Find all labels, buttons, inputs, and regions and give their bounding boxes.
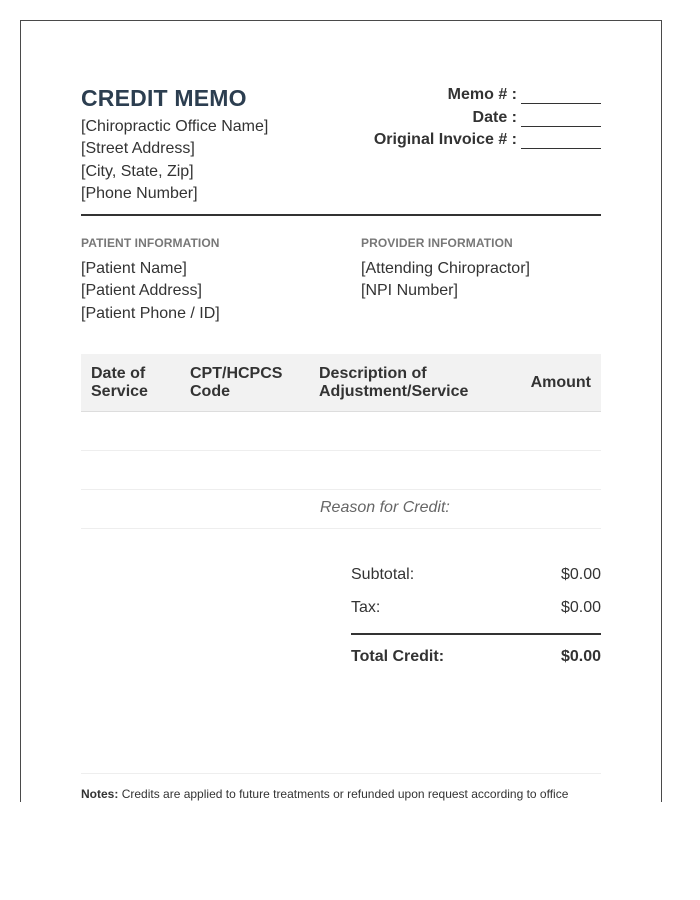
patient-name: [Patient Name] bbox=[81, 260, 187, 277]
totals-divider bbox=[351, 633, 601, 635]
column-header-description bbox=[319, 365, 468, 401]
subtotal-label: Subtotal: bbox=[351, 566, 415, 583]
credit-memo-page bbox=[20, 20, 662, 802]
patient-phone-id: [Patient Phone / ID] bbox=[81, 304, 220, 322]
reason-for-credit-label: Reason for Credit: bbox=[320, 499, 450, 516]
office-name: [Chiropractic Office Name] bbox=[81, 118, 269, 135]
patient-address: [Patient Address] bbox=[81, 282, 202, 300]
subtotal-value: $0.00 bbox=[560, 566, 601, 583]
memo-meta-block bbox=[374, 82, 601, 149]
column-header-description-line1: Description of bbox=[319, 365, 427, 382]
memo-title: CREDIT MEMO bbox=[81, 85, 247, 111]
table-row-divider bbox=[81, 528, 601, 529]
office-city: [City, State, Zip] bbox=[81, 162, 194, 180]
memo-number-field[interactable] bbox=[521, 87, 601, 104]
memo-number-row bbox=[374, 82, 601, 104]
tax-value: $0.00 bbox=[560, 599, 601, 616]
column-header-date-line2: Service bbox=[91, 383, 148, 400]
provider-info-heading: PROVIDER INFORMATION bbox=[361, 236, 513, 250]
npi-number: [NPI Number] bbox=[361, 282, 458, 300]
patient-info-heading: PATIENT INFORMATION bbox=[81, 236, 220, 250]
column-header-description-line2: Adjustment/Service bbox=[319, 383, 469, 400]
tax-label: Tax: bbox=[351, 599, 381, 616]
total-credit-label: Total Credit: bbox=[351, 648, 445, 665]
office-phone: [Phone Number] bbox=[81, 184, 198, 202]
total-credit-value: $0.00 bbox=[560, 648, 601, 665]
original-invoice-row bbox=[374, 127, 601, 149]
memo-date-row bbox=[374, 104, 601, 126]
total-credit-row bbox=[351, 648, 601, 666]
memo-date-field[interactable] bbox=[521, 110, 601, 127]
header-divider bbox=[81, 214, 601, 216]
attending-chiropractor: [Attending Chiropractor] bbox=[361, 260, 530, 277]
patient-information bbox=[81, 236, 220, 325]
column-header-date bbox=[91, 365, 148, 401]
office-address-block bbox=[81, 116, 268, 205]
notes-label: Notes: bbox=[81, 787, 119, 801]
tax-row bbox=[351, 599, 601, 617]
notes bbox=[81, 787, 568, 801]
original-invoice-field[interactable] bbox=[521, 132, 601, 149]
table-row-divider bbox=[81, 489, 601, 490]
memo-date-label: Date : bbox=[472, 108, 517, 126]
notes-text: Credits are applied to future treatments or refunded upon request according to office bbox=[121, 787, 569, 801]
provider-information bbox=[361, 236, 530, 303]
memo-number-label: Memo # : bbox=[447, 86, 517, 104]
column-header-amount: Amount bbox=[530, 374, 591, 391]
table-row-divider bbox=[81, 450, 601, 451]
column-header-code-line1: CPT/HCPCS bbox=[190, 365, 283, 382]
column-header-code-line2: Code bbox=[190, 383, 230, 400]
column-header-date-line1: Date of bbox=[91, 365, 146, 382]
subtotal-row bbox=[351, 566, 601, 584]
notes-divider bbox=[81, 773, 601, 774]
column-header-code bbox=[190, 365, 282, 401]
original-invoice-label: Original Invoice # : bbox=[373, 130, 517, 148]
office-street: [Street Address] bbox=[81, 140, 195, 158]
services-table-header bbox=[81, 354, 601, 412]
